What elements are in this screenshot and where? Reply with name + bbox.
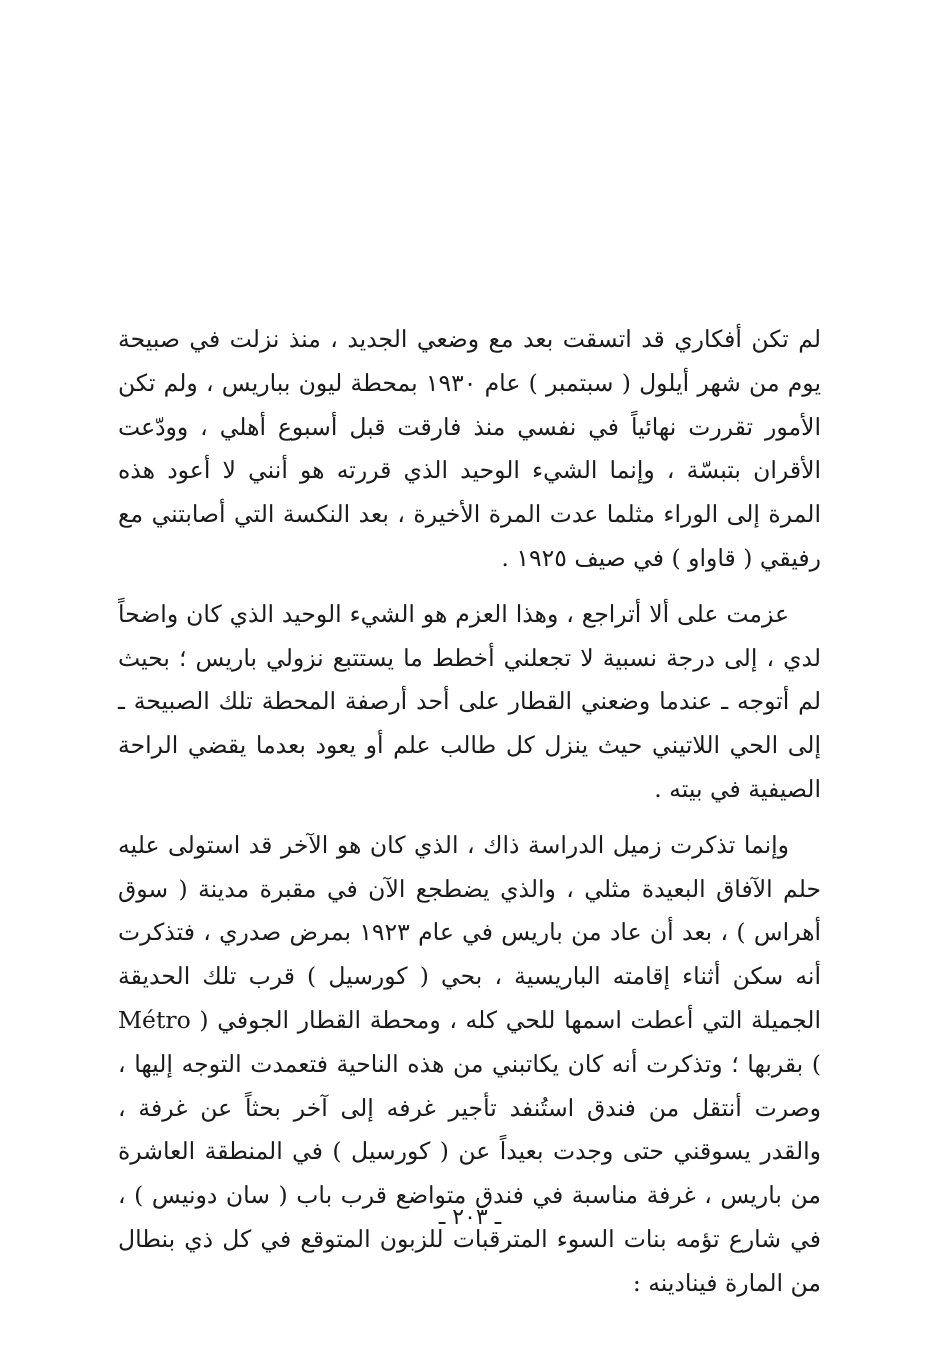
page-number: ـ ٢٠٣ ـ <box>438 1205 502 1230</box>
paragraph-2: عزمت على ألا أتراجع ، وهذا العزم هو الشيء الوحيد الذي كان واضحاً لدي ، إلى درجة نسبية لا تجعلني أخطط ما يستتبع نزولي باريس ؛ بحيث لم أتوجه ـ عندما وضعني القطار على أحد أرصفة المحطة تلك الصبيحة ـ إلى الحي اللاتيني حيث ينزل كل طالب علم أو يعود بعدما يقضي الراحة الصيفية في بيته . <box>118 599 821 803</box>
page-body-text <box>118 318 821 1318</box>
paragraph-3: وإنما تذكرت زميل الدراسة ذاك ، الذي كان هو الآخر قد استولى عليه حلم الآفاق البعيدة مثلي ، والذي يضطجع الآن في مقبرة مدينة ( سوق أهراس ) ، بعد أن عاد من باريس في عام ١٩٢٣ بمرض صدري ، فتذكرت أنه سكن أثناء إقامته الباريسية ، بحي ( كورسيل ) قرب تلك الحديقة الجميلة التي أعطت اسمها للحي كله ، ومحطة القطار الجوفي ( Métro ) بقربها ؛ وتذكرت أنه كان يكاتبني من هذه الناحية فتعمدت التوجه إليها ، وصرت أنتقل من فندق استُنفد تأجير غرفه إلى آخر بحثاً عن غرفة ، والقدر يسوقني حتى وجدت بعيداً عن ( كورسيل ) في المنطقة العاشرة من باريس ، غرفة مناسبة في فندق متواضع قرب باب ( سان دونيس ) ، في شارع تؤمه بنات السوء المترقبات للزبون المتوقع في كل ذي بنطال من المارة فينادينه : <box>118 830 821 1297</box>
paragraph-1: لم تكن أفكاري قد اتسقت بعد مع وضعي الجديد ، منذ نزلت في صبيحة يوم من شهر أيلول ( سبتمبر ) عام ١٩٣٠ بمحطة ليون بباريس ، ولم تكن الأمور تقررت نهائياً في نفسي منذ فارقت قبل أسبوع أهلي ، وودّعت الأقران بتبسّة ، وإنما الشيء الوحيد الذي قررته هو أنني لا أعود هذه المرة إلى الوراء مثلما عدت المرة الأخيرة ، بعد النكسة التي أصابتني مع رفيقي ( قاواو ) في صيف ١٩٢٥ . <box>118 325 821 572</box>
